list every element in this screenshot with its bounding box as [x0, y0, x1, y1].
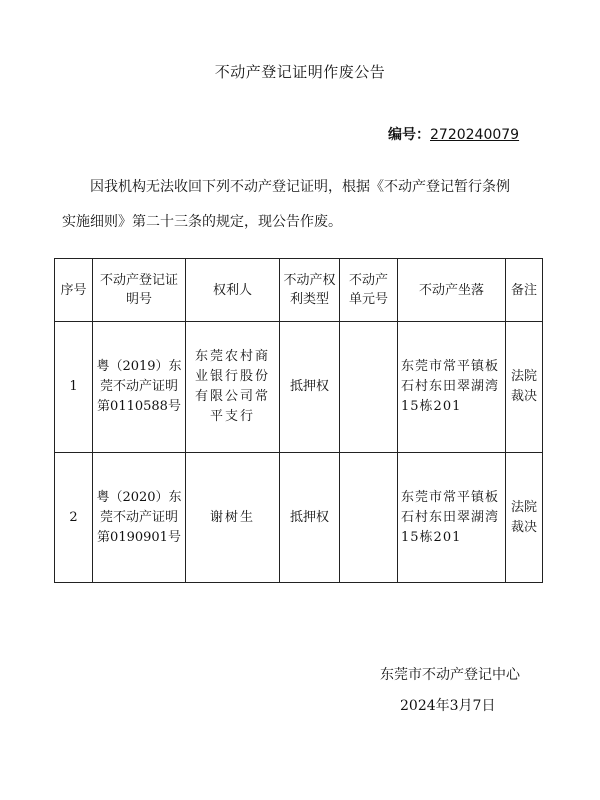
intro-paragraph	[62, 170, 552, 240]
header-remark: 备注	[506, 259, 543, 322]
document-number-label: 编号：	[388, 127, 430, 143]
row-cert-no: 粤（2019）东莞不动产证明第0110588号	[93, 322, 186, 453]
row-unit-no	[340, 453, 398, 583]
row-holder: 东莞农村商业银行股份有限公司常平支行	[186, 322, 280, 453]
intro-line-2: 实施细则》第二十三条的规定，现公告作废。	[62, 214, 342, 230]
table-header-row	[55, 259, 543, 322]
row-location: 东莞市常平镇板石村东田翠湖湾15栋201	[398, 322, 506, 453]
header-location: 不动产坐落	[398, 259, 506, 322]
document-number-value: 2720240079	[430, 127, 520, 143]
header-holder: 权利人	[186, 259, 280, 322]
row-holder: 谢树生	[186, 453, 280, 583]
header-cert-no: 不动产登记证明号	[93, 259, 186, 322]
document-number	[388, 124, 588, 144]
header-seq: 序号	[55, 259, 93, 322]
table-row	[55, 453, 543, 583]
issue-date: 2024年3月7日	[400, 698, 496, 714]
header-unit-no: 不动产单元号	[340, 259, 398, 322]
row-unit-no	[340, 322, 398, 453]
intro-line-1: 因我机构无法收回下列不动产登记证明，根据《不动产登记暂行条例	[90, 179, 510, 195]
row-seq: 2	[55, 453, 93, 583]
issuing-organization: 东莞市不动产登记中心	[380, 667, 520, 683]
header-right-type: 不动产权利类型	[280, 259, 340, 322]
row-right-type: 抵押权	[280, 453, 340, 583]
row-right-type: 抵押权	[280, 322, 340, 453]
table-row	[55, 322, 543, 453]
page-title: 不动产登记证明作废公告	[214, 63, 386, 81]
row-remark: 法院裁决	[506, 322, 543, 453]
row-location: 东莞市常平镇板石村东田翠湖湾15栋201	[398, 453, 506, 583]
void-certificate-table	[54, 258, 543, 583]
row-seq: 1	[55, 322, 93, 453]
row-cert-no: 粤（2020）东莞不动产证明第0190901号	[93, 453, 186, 583]
row-remark: 法院裁决	[506, 453, 543, 583]
